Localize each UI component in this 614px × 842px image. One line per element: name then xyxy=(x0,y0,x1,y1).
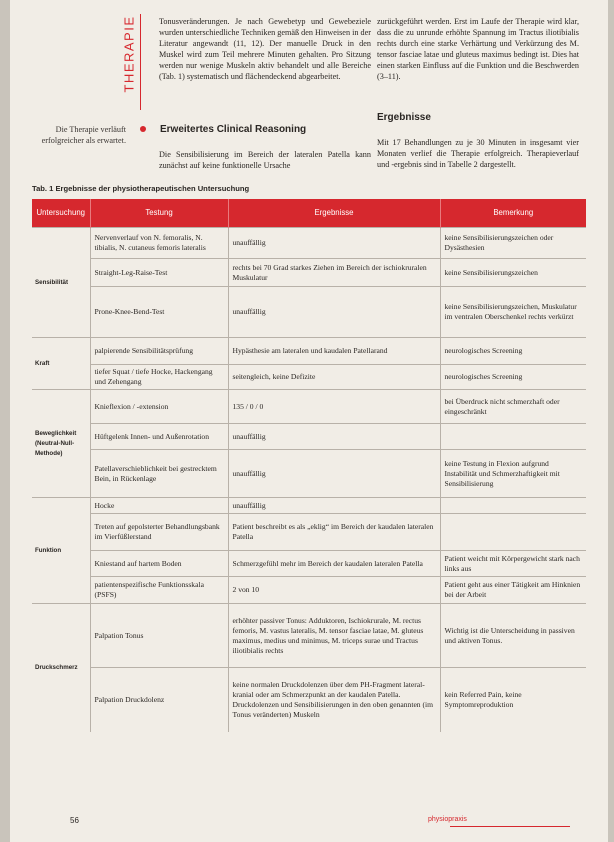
cell-ergebnis: unauffällig xyxy=(228,228,440,259)
cell-ergebnis: rechts bei 70 Grad starkes Ziehen im Bereich der ischiokruralen Muskulatur xyxy=(228,259,440,287)
journal-name: physiopraxis xyxy=(428,816,467,823)
table-row xyxy=(32,668,586,732)
cell-testung: Straight-Leg-Raise-Test xyxy=(90,259,228,287)
cell-testung: Hüftgelenk Innen- und Außenrotation xyxy=(90,424,228,450)
table-row xyxy=(32,551,586,577)
cell-bemerkung: Patient geht aus einer Tätigkeit am Hinknien bei der Arbeit xyxy=(440,577,586,604)
cell-ergebnis: Hypästhesie am lateralen und kaudalen Patellarand xyxy=(228,338,440,365)
heading-ergebnisse: Ergebnisse xyxy=(377,112,431,123)
table-header-row xyxy=(32,199,586,228)
header-ergebnisse: Ergebnisse xyxy=(228,199,440,228)
table-row xyxy=(32,287,586,338)
cell-ergebnis: 2 von 10 xyxy=(228,577,440,604)
table-row xyxy=(32,365,586,390)
cell-bemerkung: Wichtig ist die Unterscheidung in passiven und aktiven Tonus. xyxy=(440,604,586,668)
cell-testung: Patellaverschieblichkeit bei gestrecktem Bein, in Rückenlage xyxy=(90,450,228,498)
cell-bemerkung: kein Referred Pain, keine Symptomreproduktion xyxy=(440,668,586,732)
header-untersuchung: Untersuchung xyxy=(32,199,90,228)
cell-bemerkung: bei Überdruck nicht schmerzhaft oder eingeschränkt xyxy=(440,390,586,424)
cell-bemerkung: keine Testung in Flexion aufgrund Instabilität und Schmerzhaftigkeit mit Sensibilisierung xyxy=(440,450,586,498)
cell-testung: Kniestand auf hartem Boden xyxy=(90,551,228,577)
cell-ergebnis: unauffällig xyxy=(228,424,440,450)
cell-bemerkung xyxy=(440,514,586,551)
sidenote: Die Therapie verläuft erfolgreicher als erwartet. xyxy=(41,125,126,145)
cell-testung: palpierende Sensibilitätsprüfung xyxy=(90,338,228,365)
cell-testung: Prone-Knee-Bend-Test xyxy=(90,287,228,338)
cell-bemerkung: keine Sensibilisierungszeichen oder Dysästhesien xyxy=(440,228,586,259)
cell-ergebnis: Patient beschreibt es als „eklig“ im Bereich der kaudalen lateralen Patella xyxy=(228,514,440,551)
cell-ergebnis: unauffällig xyxy=(228,450,440,498)
category-cell: Beweglichkeit (Neutral-Null-Methode) xyxy=(32,390,90,498)
table-row xyxy=(32,577,586,604)
cell-ergebnis: Schmerzgefühl mehr im Bereich der kaudalen lateralen Patella xyxy=(228,551,440,577)
cell-ergebnis: 135 / 0 / 0 xyxy=(228,390,440,424)
cell-bemerkung: Patient weicht mit Körpergewicht stark nach links aus xyxy=(440,551,586,577)
cell-testung: tiefer Squat / tiefe Hocke, Hackengang und Zehengang xyxy=(90,365,228,390)
section-rule xyxy=(140,14,141,110)
table-row xyxy=(32,390,586,424)
cell-testung: Treten auf gepolsterter Behandlungsbank im Vierfüßlerstand xyxy=(90,514,228,551)
cell-bemerkung: keine Sensibilisierungszeichen, Muskulatur im ventralen Oberschenkel rechts verkürzt xyxy=(440,287,586,338)
heading-clinical-reasoning: Erweitertes Clinical Reasoning xyxy=(160,124,307,135)
body-text-middle-bottom: Die Sensibilisierung im Bereich der lateralen Patella kann zunächst auf keine funktionelle Ursache xyxy=(159,150,371,170)
cell-bemerkung: neurologisches Screening xyxy=(440,365,586,390)
cell-ergebnis: unauffällig xyxy=(228,498,440,514)
table-row xyxy=(32,338,586,365)
cell-ergebnis: unauffällig xyxy=(228,287,440,338)
cell-testung: Palpation Druckdolenz xyxy=(90,668,228,732)
header-testung: Testung xyxy=(90,199,228,228)
table-row xyxy=(32,514,586,551)
cell-ergebnis: erhöhter passiver Tonus: Adduktoren, Ischiokrurale, M. rectus femoris, M. vastus lateralis, M. tensor fasciae latae, M. gluteus maximus, medius und minimus, M. triceps surae und Tractus iliotibialis rechts xyxy=(228,604,440,668)
table-row xyxy=(32,498,586,514)
table-row xyxy=(32,450,586,498)
table-caption: Tab. 1 Ergebnisse der physiotherapeutischen Untersuchung xyxy=(32,184,250,193)
table-row xyxy=(32,424,586,450)
page-number: 56 xyxy=(70,816,79,825)
cell-bemerkung: neurologisches Screening xyxy=(440,338,586,365)
cell-bemerkung xyxy=(440,424,586,450)
body-text-middle-top: Tonusveränderungen. Je nach Gewebetyp und Gewebeziele wurden unterschiedliche Techniken gemäß den Hinweisen in der Literatur angewandt (11, 12). Der manuelle Druck in den Muskel wird zum Teil mehrere Minuten gehalten. Pro Sitzung werden nur wenige Muskeln aktiv behandelt und alle Bereiche (Tab. 1) systematisch und flächendeckend abgearbeitet. xyxy=(159,17,371,81)
cell-testung: Palpation Tonus xyxy=(90,604,228,668)
category-cell: Druckschmerz xyxy=(32,604,90,732)
cell-testung: Hocke xyxy=(90,498,228,514)
category-cell: Sensibilität xyxy=(32,228,90,338)
cell-testung: patientenspezifische Funktionsskala (PSFS) xyxy=(90,577,228,604)
cell-testung: Knieflexion / -extension xyxy=(90,390,228,424)
cell-ergebnis: keine normalen Druckdolenzen über dem PH-Fragment lateral-kranial oder am Schmerzpunkt an der kaudalen Patella. Druckdolenzen und Sensibilisierungen in den oben genannten (im Tonus veränderten) Muskeln xyxy=(228,668,440,732)
category-cell: Funktion xyxy=(32,498,90,604)
table-row xyxy=(32,228,586,259)
section-tag: THERAPIE xyxy=(121,15,137,93)
header-bemerkung: Bemerkung xyxy=(440,199,586,228)
table-row xyxy=(32,604,586,668)
category-cell: Kraft xyxy=(32,338,90,390)
cell-bemerkung xyxy=(440,498,586,514)
cell-testung: Nervenverlauf von N. femoralis, N. tibialis, N. cutaneus femoris lateralis xyxy=(90,228,228,259)
cell-ergebnis: seitengleich, keine Defizite xyxy=(228,365,440,390)
footer-rule xyxy=(450,826,570,827)
table-row xyxy=(32,259,586,287)
results-table xyxy=(32,199,586,732)
cell-bemerkung: keine Sensibilisierungszeichen xyxy=(440,259,586,287)
body-text-right-bottom: Mit 17 Behandlungen zu je 30 Minuten in insgesamt vier Monaten verlief die Therapie erfolgreich. Therapieverlauf und -ergebnis sind in Tabelle 2 dargestellt. xyxy=(377,138,579,169)
body-text-right-top: zurückgeführt werden. Erst im Laufe der Therapie wird klar, dass die zu unrunde erhöhte Spannung im Tractus iliotibialis rechts durch eine starke Verhärtung und Verkürzung des M. tensor fasciae latae und gluteus maximus bedingt ist. Dies hat einen starken Einfluss auf die Funktion und die Beschwerden (3–11). xyxy=(377,17,579,81)
heading-bullet xyxy=(140,126,146,132)
